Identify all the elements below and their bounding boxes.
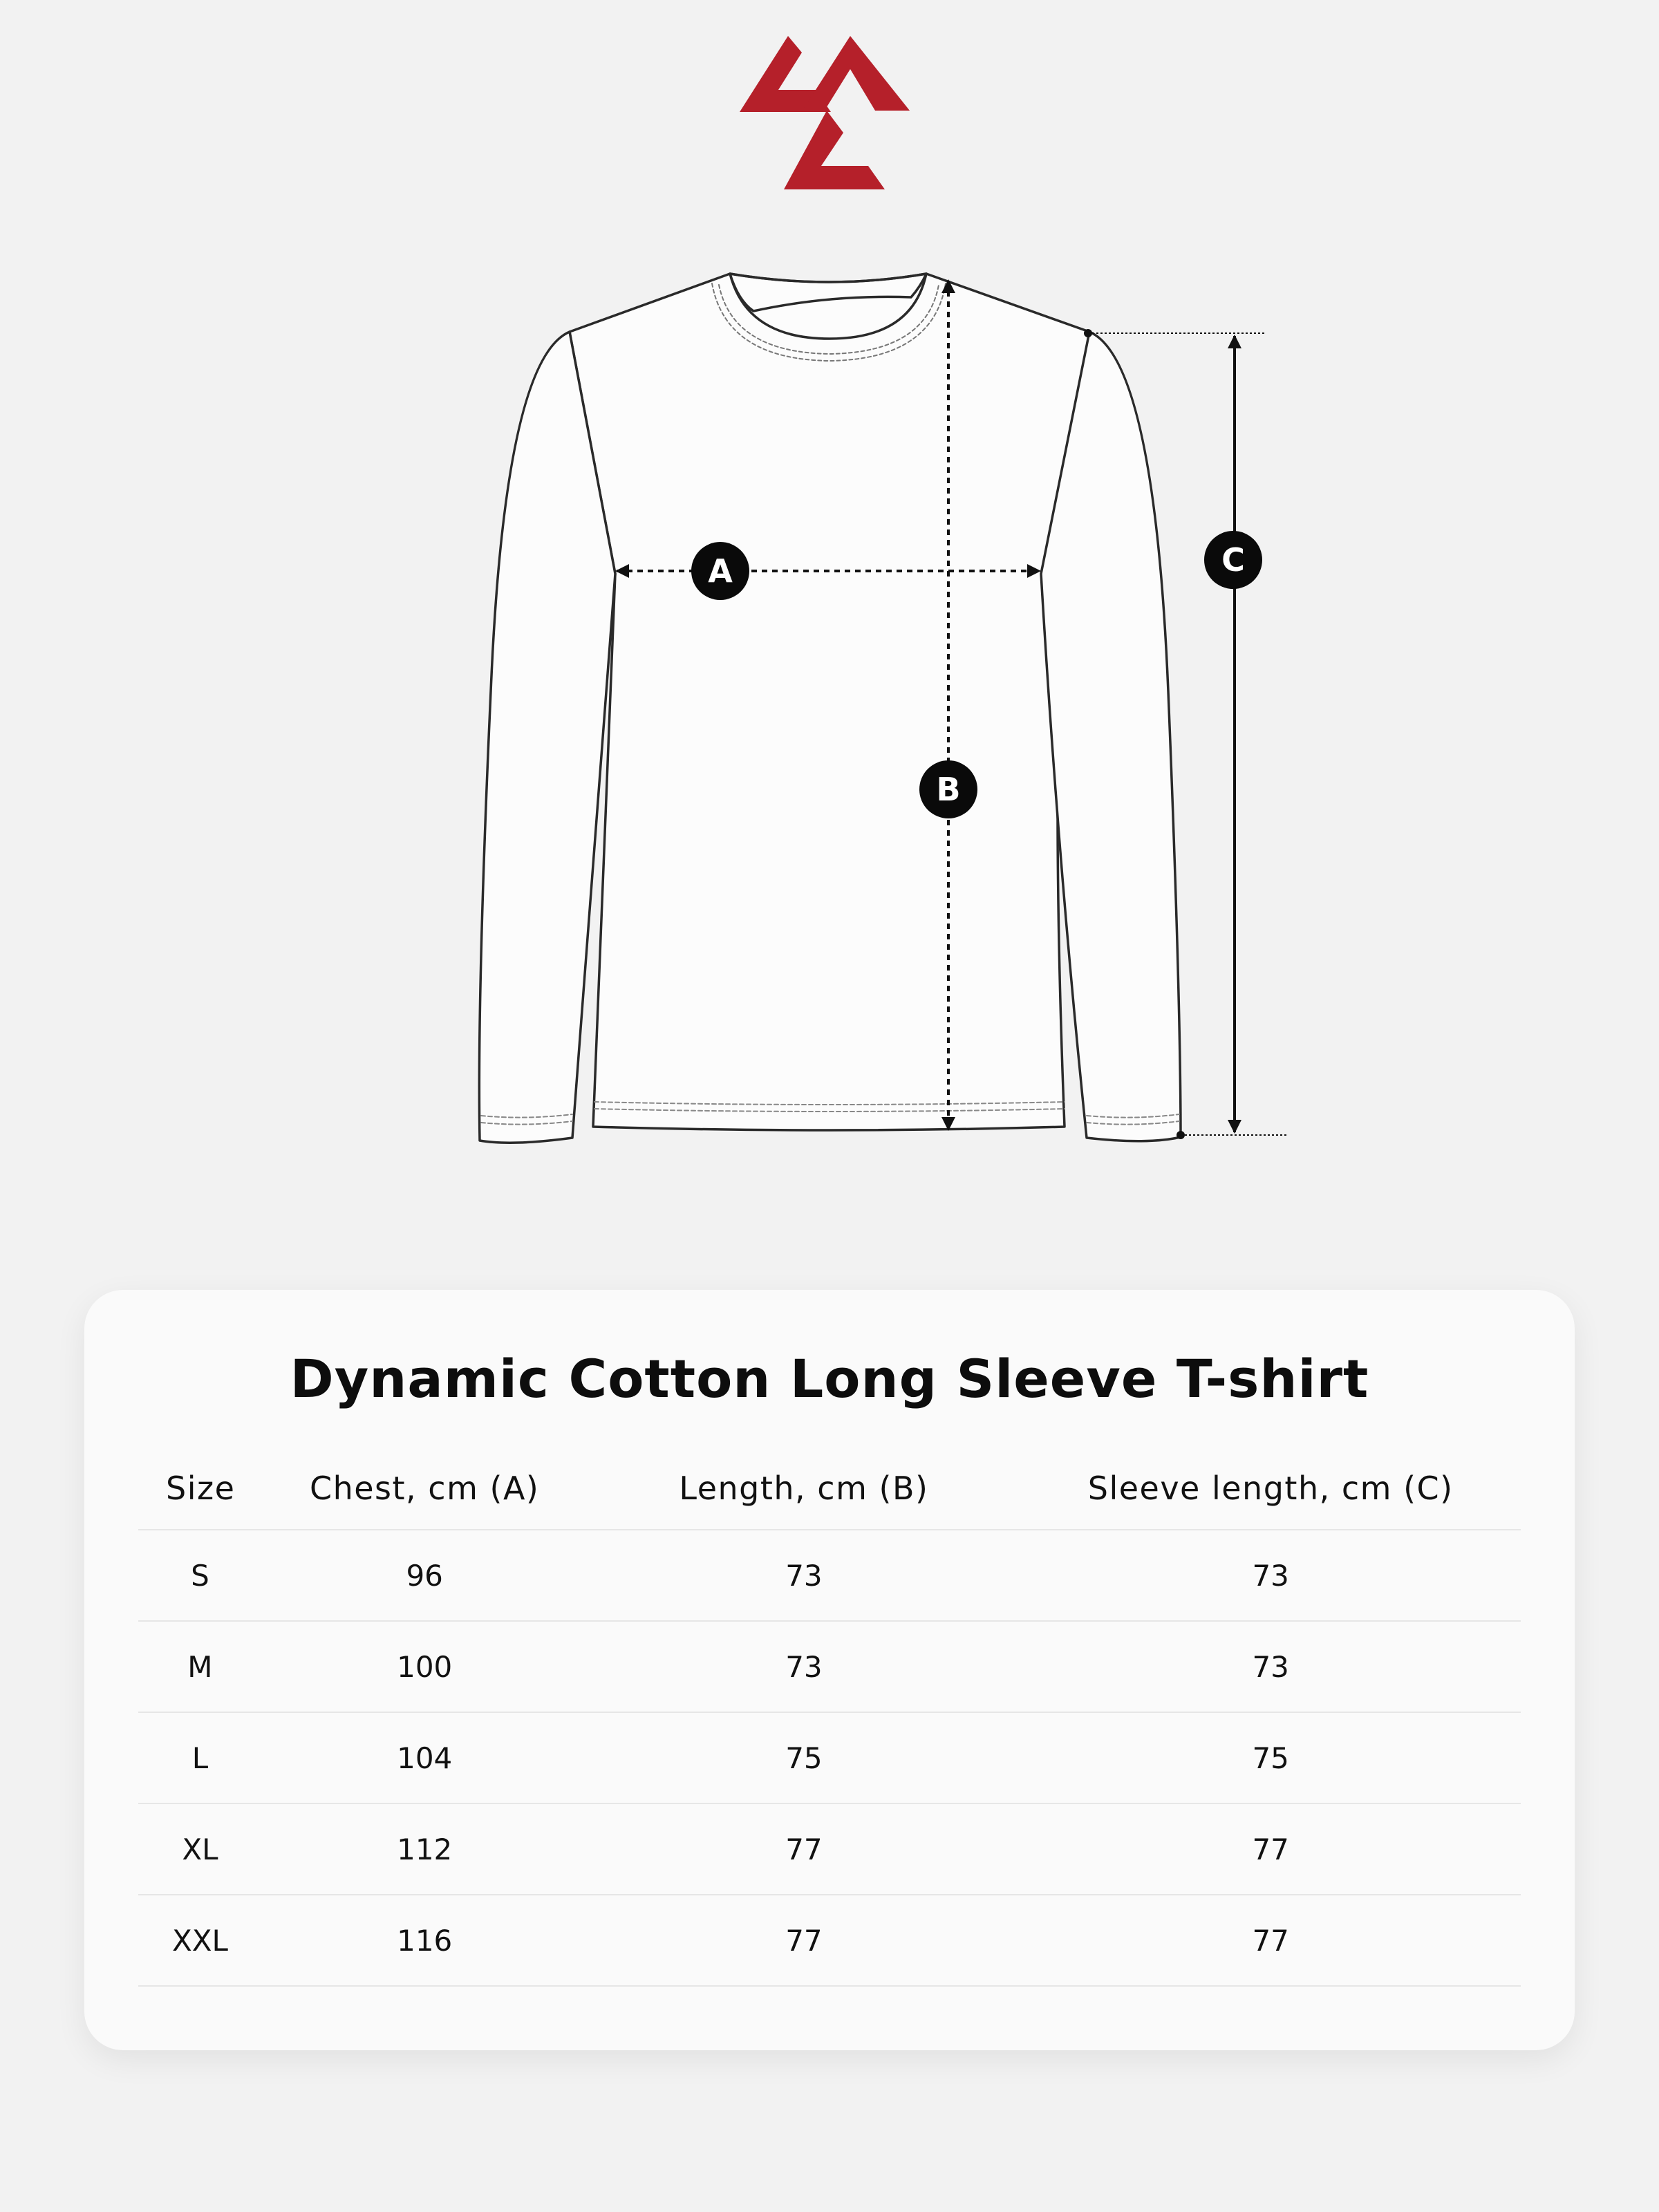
size-chart-title: Dynamic Cotton Long Sleeve T-shirt: [290, 1348, 1369, 1409]
table-row: [138, 1895, 1521, 1986]
cell-chest: 96: [262, 1530, 588, 1621]
cell-size: S: [138, 1530, 262, 1621]
column-header-sleeve: Sleeve length, cm (C): [1020, 1447, 1521, 1530]
cell-length: 75: [588, 1712, 1021, 1803]
cell-size: L: [138, 1712, 262, 1803]
cell-sleeve: 73: [1020, 1621, 1521, 1712]
table-row: [138, 1712, 1521, 1803]
table-header-row: [138, 1447, 1521, 1530]
cell-size: XXL: [138, 1895, 262, 1986]
marker-c: [1204, 531, 1262, 589]
marker-c-label: C: [1221, 541, 1245, 579]
column-header-size: Size: [138, 1447, 262, 1530]
cell-chest: 100: [262, 1621, 588, 1712]
cell-sleeve: 77: [1020, 1803, 1521, 1895]
cell-chest: 116: [262, 1895, 588, 1986]
marker-b: [919, 760, 977, 818]
cell-length: 77: [588, 1803, 1021, 1895]
cell-length: 73: [588, 1621, 1021, 1712]
marker-a-label: A: [708, 552, 733, 590]
cell-size: M: [138, 1621, 262, 1712]
measurement-diagram: [0, 235, 1659, 1189]
cell-chest: 104: [262, 1712, 588, 1803]
size-table: [138, 1447, 1521, 1987]
cell-sleeve: 77: [1020, 1895, 1521, 1986]
table-row: [138, 1803, 1521, 1895]
cell-length: 73: [588, 1530, 1021, 1621]
size-chart-card: [84, 1290, 1575, 2050]
cell-sleeve: 73: [1020, 1530, 1521, 1621]
cell-length: 77: [588, 1895, 1021, 1986]
marker-a: [691, 542, 749, 600]
table-row: [138, 1530, 1521, 1621]
brand-logo-icon: [740, 36, 910, 189]
marker-b-label: B: [936, 771, 961, 808]
column-header-length: Length, cm (B): [588, 1447, 1021, 1530]
cell-size: XL: [138, 1803, 262, 1895]
column-header-chest: Chest, cm (A): [262, 1447, 588, 1530]
tshirt-outline: [479, 274, 1181, 1143]
cell-chest: 112: [262, 1803, 588, 1895]
table-row: [138, 1621, 1521, 1712]
cell-sleeve: 75: [1020, 1712, 1521, 1803]
